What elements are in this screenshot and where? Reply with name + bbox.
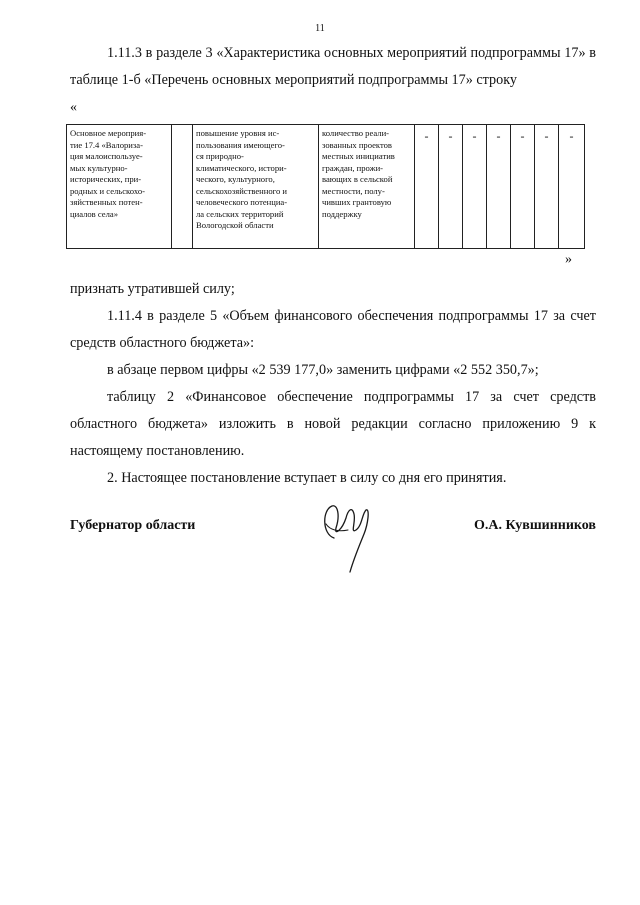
close-quote: » (565, 252, 572, 267)
value-cell: - (535, 125, 559, 249)
governor-name: О.А. Кувшинников (473, 518, 596, 533)
paragraph-repealed: признать утратившей силу; (70, 281, 235, 297)
value-cell: - (487, 125, 511, 249)
page-number: 11 (315, 23, 325, 34)
value-cell: - (463, 125, 487, 249)
goal-text: повышение уровня ис- пользования имеющего- ся природно- климатического, истори- ческого, культурного, сельскохозяйственного и человеческого потенциа- ла сельских территорий Вологодской области (196, 128, 288, 230)
value-cell: - (559, 125, 585, 249)
value-cell: - (415, 125, 439, 249)
paragraph-effective: 2. Настоящее постановление вступает в силу со дня его принятия. (107, 470, 507, 486)
program-table-row (66, 124, 585, 249)
measure-text: Основное мероприя- тие 17.4 «Валориза- ция малоиспользуе- мых культурно- исторических, при- родных и сельскохо- зяйственных потен- циалов села» (70, 128, 147, 219)
paragraph-section-5: 1.11.4 в разделе 5 «Объем финансового обеспечения подпрограммы 17 за счет средств областного бюджета»: (70, 308, 596, 351)
empty-cell (172, 125, 193, 249)
goal-cell (193, 125, 319, 249)
indicator-cell (319, 125, 415, 249)
signature-block (70, 510, 596, 580)
open-quote: « (70, 100, 77, 115)
paragraph-figures: в абзаце первом цифры «2 539 177,0» заменить цифрами «2 552 350,7»; (107, 362, 539, 378)
value-cell: - (439, 125, 463, 249)
measure-cell (67, 125, 172, 249)
governor-title: Губернатор области (70, 518, 196, 533)
intro-paragraph: 1.11.3 в разделе 3 «Характеристика основных мероприятий подпрограммы 17» в таблице 1-б «Перечень основных мероприятий подпрограммы 17» строку (70, 45, 596, 88)
value-cell: - (511, 125, 535, 249)
indicator-text: количество реали- зованных проектов местных инициатив граждан, прожи- вающих в сельской местности, полу- чивших грантовую поддержку (322, 128, 395, 219)
handwritten-signature (316, 500, 376, 578)
paragraph-table-2: таблицу 2 «Финансовое обеспечение подпрограммы 17 за счет средств областного бюджета» изложить в новой редакции согласно приложению 9 к настоящему постановлению. (70, 389, 596, 459)
